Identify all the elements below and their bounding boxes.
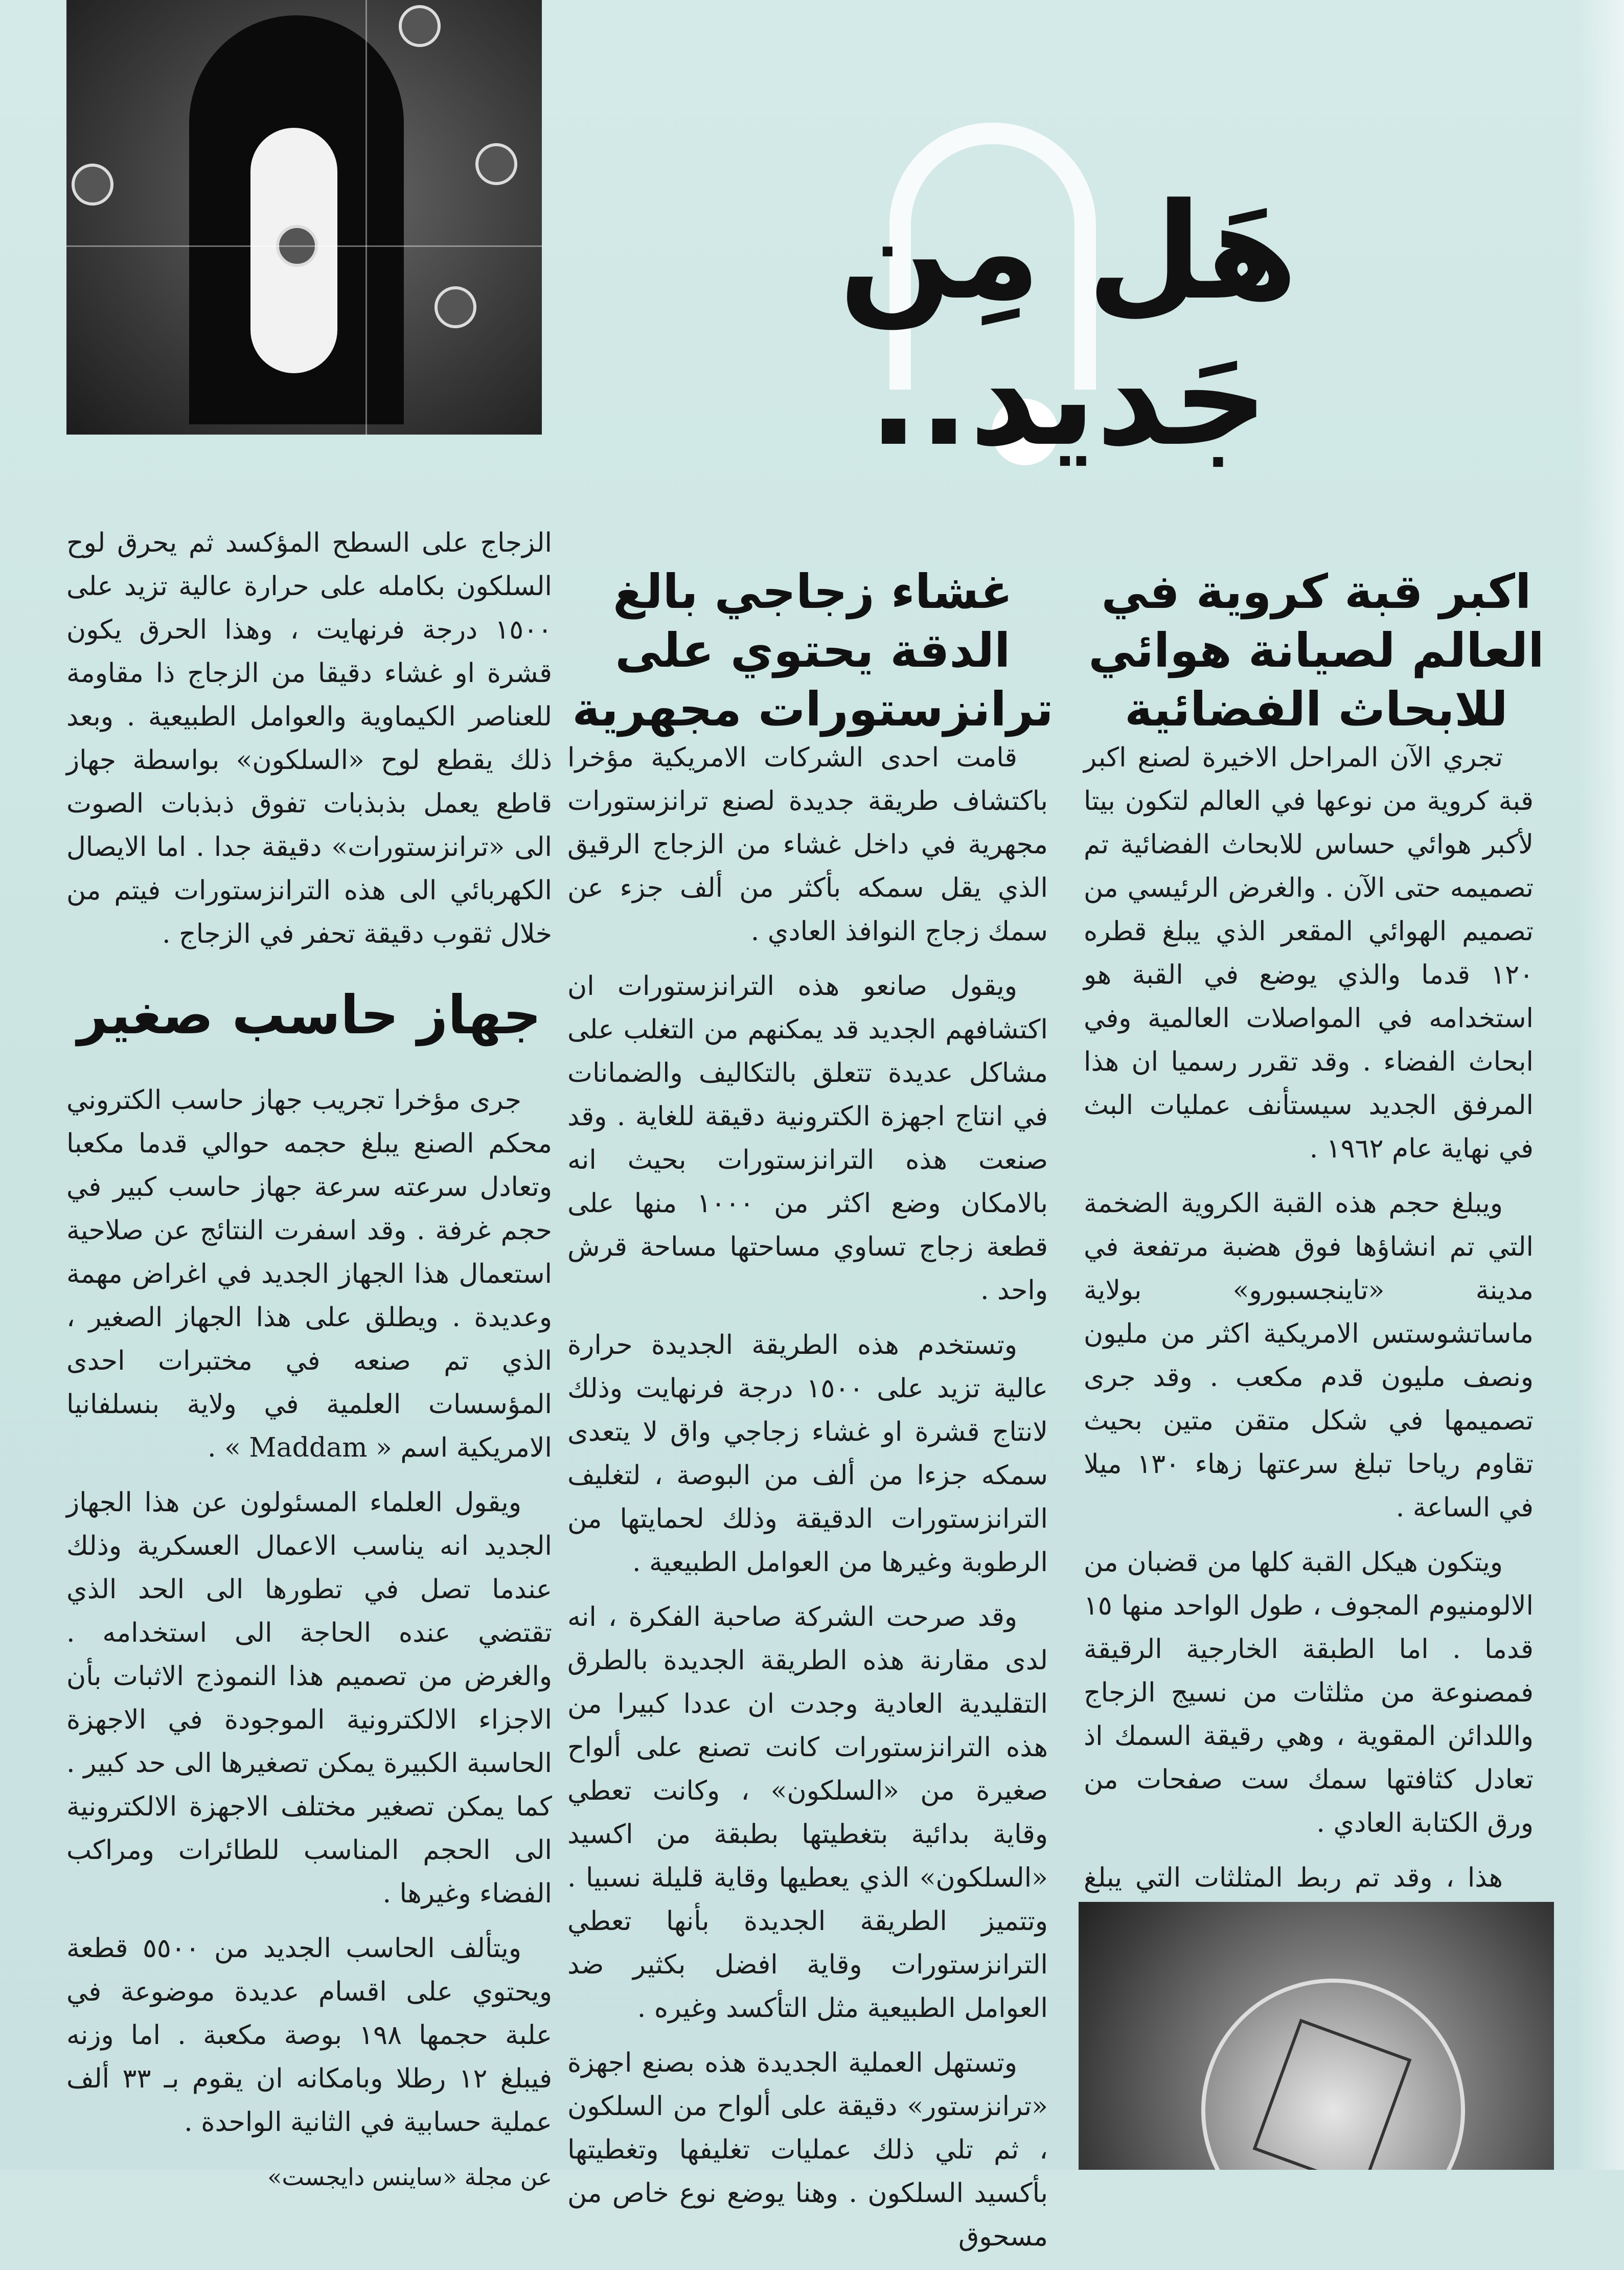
paragraph: وتستهل العملية الجديدة هذه بصنع اجهزة «ترانزستور» دقيقة على ألواح من السلكون ، ثم تلي ذلك عمليات تغليفها وتغطيتها بأكسيد السلكون . وهنا يوضع نوع خاص من مسحوق: [567, 2048, 1048, 2252]
page-fold-shadow: [1578, 0, 1624, 2170]
paragraph: ويقول صانعو هذه الترانزستورات ان اكتشافهم الجديد قد يمكنهم من التغلب على مشاكل عديدة تتعلق بالتكاليف والضمانات في انتاج اجهزة الكترونية دقيقة للغاية . وقد صنعت هذه الترانزستورات بحيث انه بالامكان وضع اكثر من ١٠٠٠ منها على قطعة زجاج تساوي مساحتها مساحة قرش واحد .: [567, 971, 1048, 1306]
photo-ring: [475, 143, 517, 185]
middle-column: [567, 736, 1048, 2270]
photo-ring: [399, 5, 441, 47]
paragraph: تجري الآن المراحل الاخيرة لصنع اكبر قبة كروية من نوعها في العالم لتكون بيتا لأكبر هوائي حساس للابحاث الفضائية تم تصميمه حتى الآن . والغرض الرئيسي من تصميم الهوائي المقعر الذي يبلغ قطره ١٢٠ قدما والذي يوضع في القبة هو استخدامه في المواصلات العالمية وفي ابحاث الفضاء . وقد تقرر رسميا ان هذا المرفق الجديد سيستأنف عمليات البث في نهاية عام ١٩٦٢ .: [1084, 742, 1534, 1164]
photo-crosshair-h: [66, 245, 542, 247]
left-column-section: [66, 1079, 552, 2210]
left-column: [66, 521, 552, 967]
photo-crosshair-v: [365, 0, 367, 435]
page-title: هَل مِن جَديد..: [839, 175, 1298, 475]
top-left-photo: [66, 0, 542, 435]
right-article-heading: اكبر قبة كروية في العالم لصيانة هوائي للابحاث الفضائية: [1088, 564, 1544, 737]
paragraph: قامت احدى الشركات الامريكية مؤخرا باكتشاف طريقة جديدة لصنع ترانزستورات مجهرية في داخل غشاء من الزجاج الرقيق الذي يقل سمكه بأكثر من ألف جزء عن سمك زجاج النوافذ العادي .: [567, 742, 1048, 947]
source-credit: عن مجلة «ساينس دايجست»: [267, 2163, 552, 2191]
title-block: [705, 102, 1431, 475]
left-section-heading: جهاز حاسب صغير: [77, 984, 541, 1046]
paragraph: وتستخدم هذه الطريقة الجديدة حرارة عالية تزيد على ١٥٠٠ درجة فرنهايت وذلك لانتاج قشرة او غشاء زجاجي واق لا يتعدى سمكه جزءا من ألف من البوصة ، لتغليف الترانزستورات الدقيقة وذلك لحمايتها من الرطوبة وغيرها من العوامل الطبيعية .: [567, 1330, 1048, 1578]
paragraph: الزجاج على السطح المؤكسد ثم يحرق لوح السلكون بكامله على حرارة عالية تزيد على ١٥٠٠ درجة فرنهايت ، وهذا الحرق يكون قشرة او غشاء دقيقا من الزجاج ذا مقاومة للعناصر الكيماوية والعوامل الطبيعية . وبعد ذلك يقطع لوح «السلكون» بواسطة جهاز قاطع يعمل بذبذبات تفوق ذبذبات الصوت الى «ترانزستورات» دقيقة جدا . اما الايصال الكهربائي الى هذه الترانزستورات فيتم من خلال ثقوب دقيقة تحفر في الزجاج .: [66, 528, 552, 949]
photo-ring: [434, 286, 476, 328]
paragraph: جرى مؤخرا تجريب جهاز حاسب الكتروني محكم الصنع يبلغ حجمه حوالي قدما مكعبا وتعادل سرعته سرعة جهاز حاسب كبير في حجم غرفة . وقد اسفرت النتائج عن صلاحية استعمال هذا الجهاز الجديد في اغراض مهمة وعديدة . ويطلق على هذا الجهاز الصغير ، الذي تم صنعه في مختبرات احدى المؤسسات العلمية في ولاية بنسلفانيا الامريكية اسم « Maddam » .: [66, 1085, 552, 1463]
bottom-right-photo: [1079, 1902, 1554, 2170]
paragraph: ويتألف الحاسب الجديد من ٥٥٠٠ قطعة ويحتوي على اقسام عديدة موضوعة في علبة حجمها ١٩٨ بوصة مكعبة . اما وزنه فيبلغ ١٢ رطلا وبامكانه ان يقوم بـ ٣٣ ألف عملية حسابية في الثانية الواحدة .: [66, 1933, 552, 2138]
paragraph: وقد صرحت الشركة صاحبة الفكرة ، انه لدى مقارنة هذه الطريقة الجديدة بالطرق التقليدية العادية وجدت ان عددا كبيرا من هذه الترانزستورات كانت تصنع على ألواح صغيرة من «السلكون» ، وكانت تعطي وقاية بدائية بتغطيتها بطبقة من اكسيد «السلكون» الذي يعطيها وقاية قليلة نسبيا . وتتميز الطريقة الجديدة بأنها تعطي الترانزستورات وقاية افضل بكثير ضد العوامل الطبيعية مثل التأكسد وغيره .: [567, 1602, 1048, 2024]
paragraph: ويبلغ حجم هذه القبة الكروية الضخمة التي تم انشاؤها فوق هضبة مرتفعة في مدينة «تاينجسبورو» بولاية ماساتشوستس الامريكية اكثر من مليون ونصف مليون قدم مكعب . وقد جرى تصميمها في شكل متقن متين بحيث تقاوم رياحا تبلغ سرعتها زهاء ١٣٠ ميلا في الساعة .: [1084, 1188, 1534, 1523]
paragraph: ويقول العلماء المسئولون عن هذا الجهاز الجديد انه يناسب الاعمال العسكرية وذلك عندما تصل في تطورها الى الحد الذي تقتضي عنده الحاجة الى استخدامه . والغرض من تصميم هذا النموذج الاثبات بأن الاجزاء الالكترونية الموجودة في الاجهزة الحاسبة الكبيرة يمكن تصغيرها الى حد كبير . كما يمكن تصغير مختلف الاجهزة الالكترونية الى الحجم المناسب للطائرات ومراكب الفضاء وغيرها .: [66, 1487, 552, 1909]
paragraph: ويتكون هيكل القبة كلها من قضبان من الالومنيوم المجوف ، طول الواحد منها ١٥ قدما . اما الطبقة الخارجية الرقيقة فمصنوعة من مثلثات من نسيج الزجاج واللدائن المقوية ، وهي رقيقة السمك اذ تعادل كثافتها سمك ست صفحات من ورق الكتابة العادي .: [1084, 1547, 1534, 1838]
paragraph: هذا ، وقد تم ربط المثلثات التي يبلغ: [1084, 1863, 1503, 1893]
middle-article-heading: غشاء زجاجي بالغ الدقة يحتوي على ترانزستورات مجهرية: [572, 564, 1054, 737]
photo-ring: [72, 164, 113, 206]
